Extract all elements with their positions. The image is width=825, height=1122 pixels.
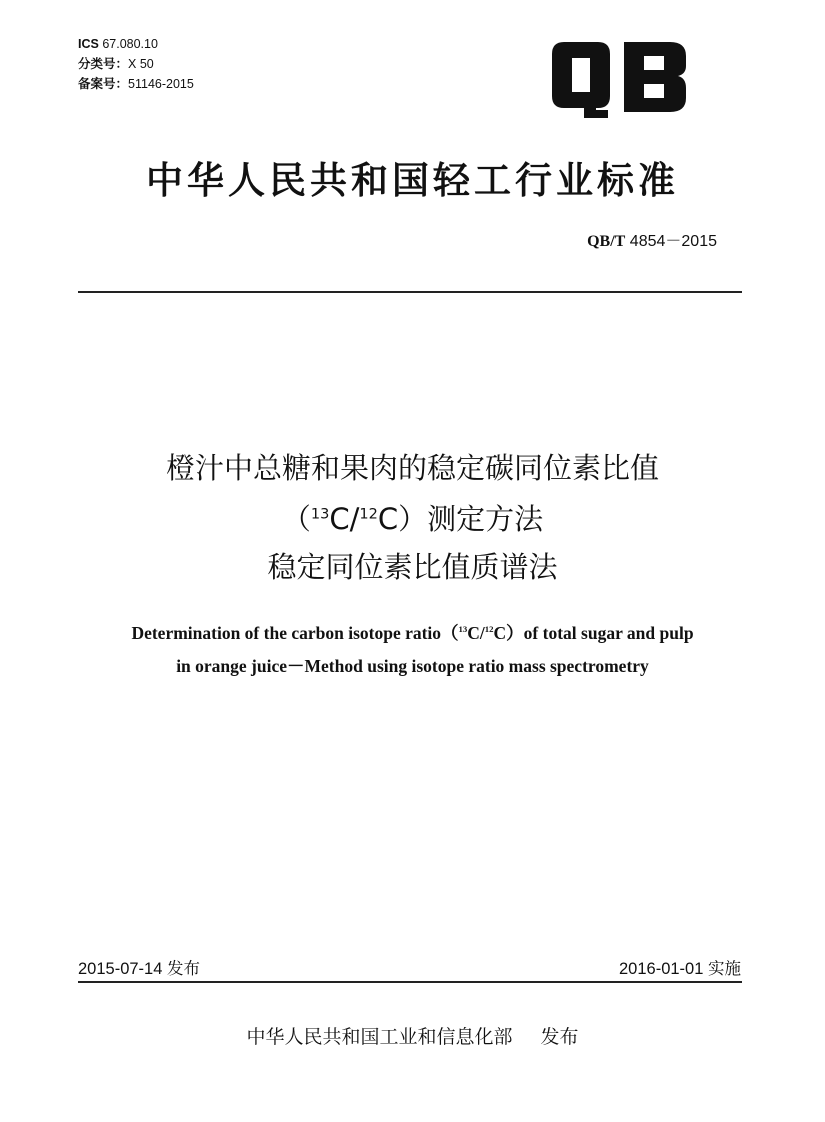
publish-date: 2015-07-14 发布	[78, 960, 200, 978]
classification-code	[78, 58, 154, 71]
qb-logo	[548, 40, 690, 118]
title-en-part-b: C/	[467, 623, 485, 643]
title-cn-c1: C/	[329, 502, 360, 536]
title-en-line2: in orange juice－Method using isotope ratio mass spectrometry	[176, 656, 649, 676]
ics-label: ICS	[78, 37, 99, 51]
ics-code	[78, 38, 158, 51]
title-cn-open-paren: （	[281, 502, 311, 536]
title-cn-line1: 橙汁中总糖和果肉的稳定碳同位素比值	[165, 451, 659, 485]
standard-code: 4854－2015	[629, 233, 717, 250]
bottom-divider	[78, 981, 742, 983]
organization-title: 中华人民共和国轻工行业标准	[146, 159, 679, 202]
record-label: 备案号：	[78, 77, 129, 91]
title-en-sup-12: 12	[484, 624, 494, 635]
ics-value: 67.080.10	[102, 37, 158, 51]
issuer-action: 发布	[540, 1026, 579, 1048]
standard-number	[587, 228, 717, 251]
record-number	[78, 78, 194, 91]
title-en-part-a: Determination of the carbon isotope ratio（	[131, 623, 459, 643]
classification-value: X 50	[128, 57, 154, 71]
implement-date: 2016-01-01 实施	[619, 960, 741, 978]
title-en-line1	[0, 620, 825, 645]
issuer	[0, 1022, 825, 1049]
classification-label: 分类号：	[78, 57, 129, 71]
standard-prefix: QB/T	[587, 233, 626, 250]
title-cn-line2	[0, 497, 825, 538]
title-cn-method: C）测定方法	[377, 502, 544, 536]
title-en-part-c: C）of total sugar and pulp	[493, 623, 694, 643]
title-en-sup-13: 13	[458, 624, 468, 635]
top-divider	[78, 291, 742, 293]
title-cn-sup-13: 13	[310, 506, 330, 523]
title-cn-line3: 稳定同位素比值质谱法	[267, 550, 558, 584]
title-cn-sup-12: 12	[359, 506, 378, 523]
record-value: 51146-2015	[128, 77, 194, 91]
issuer-name: 中华人民共和国工业和信息化部	[246, 1026, 513, 1048]
